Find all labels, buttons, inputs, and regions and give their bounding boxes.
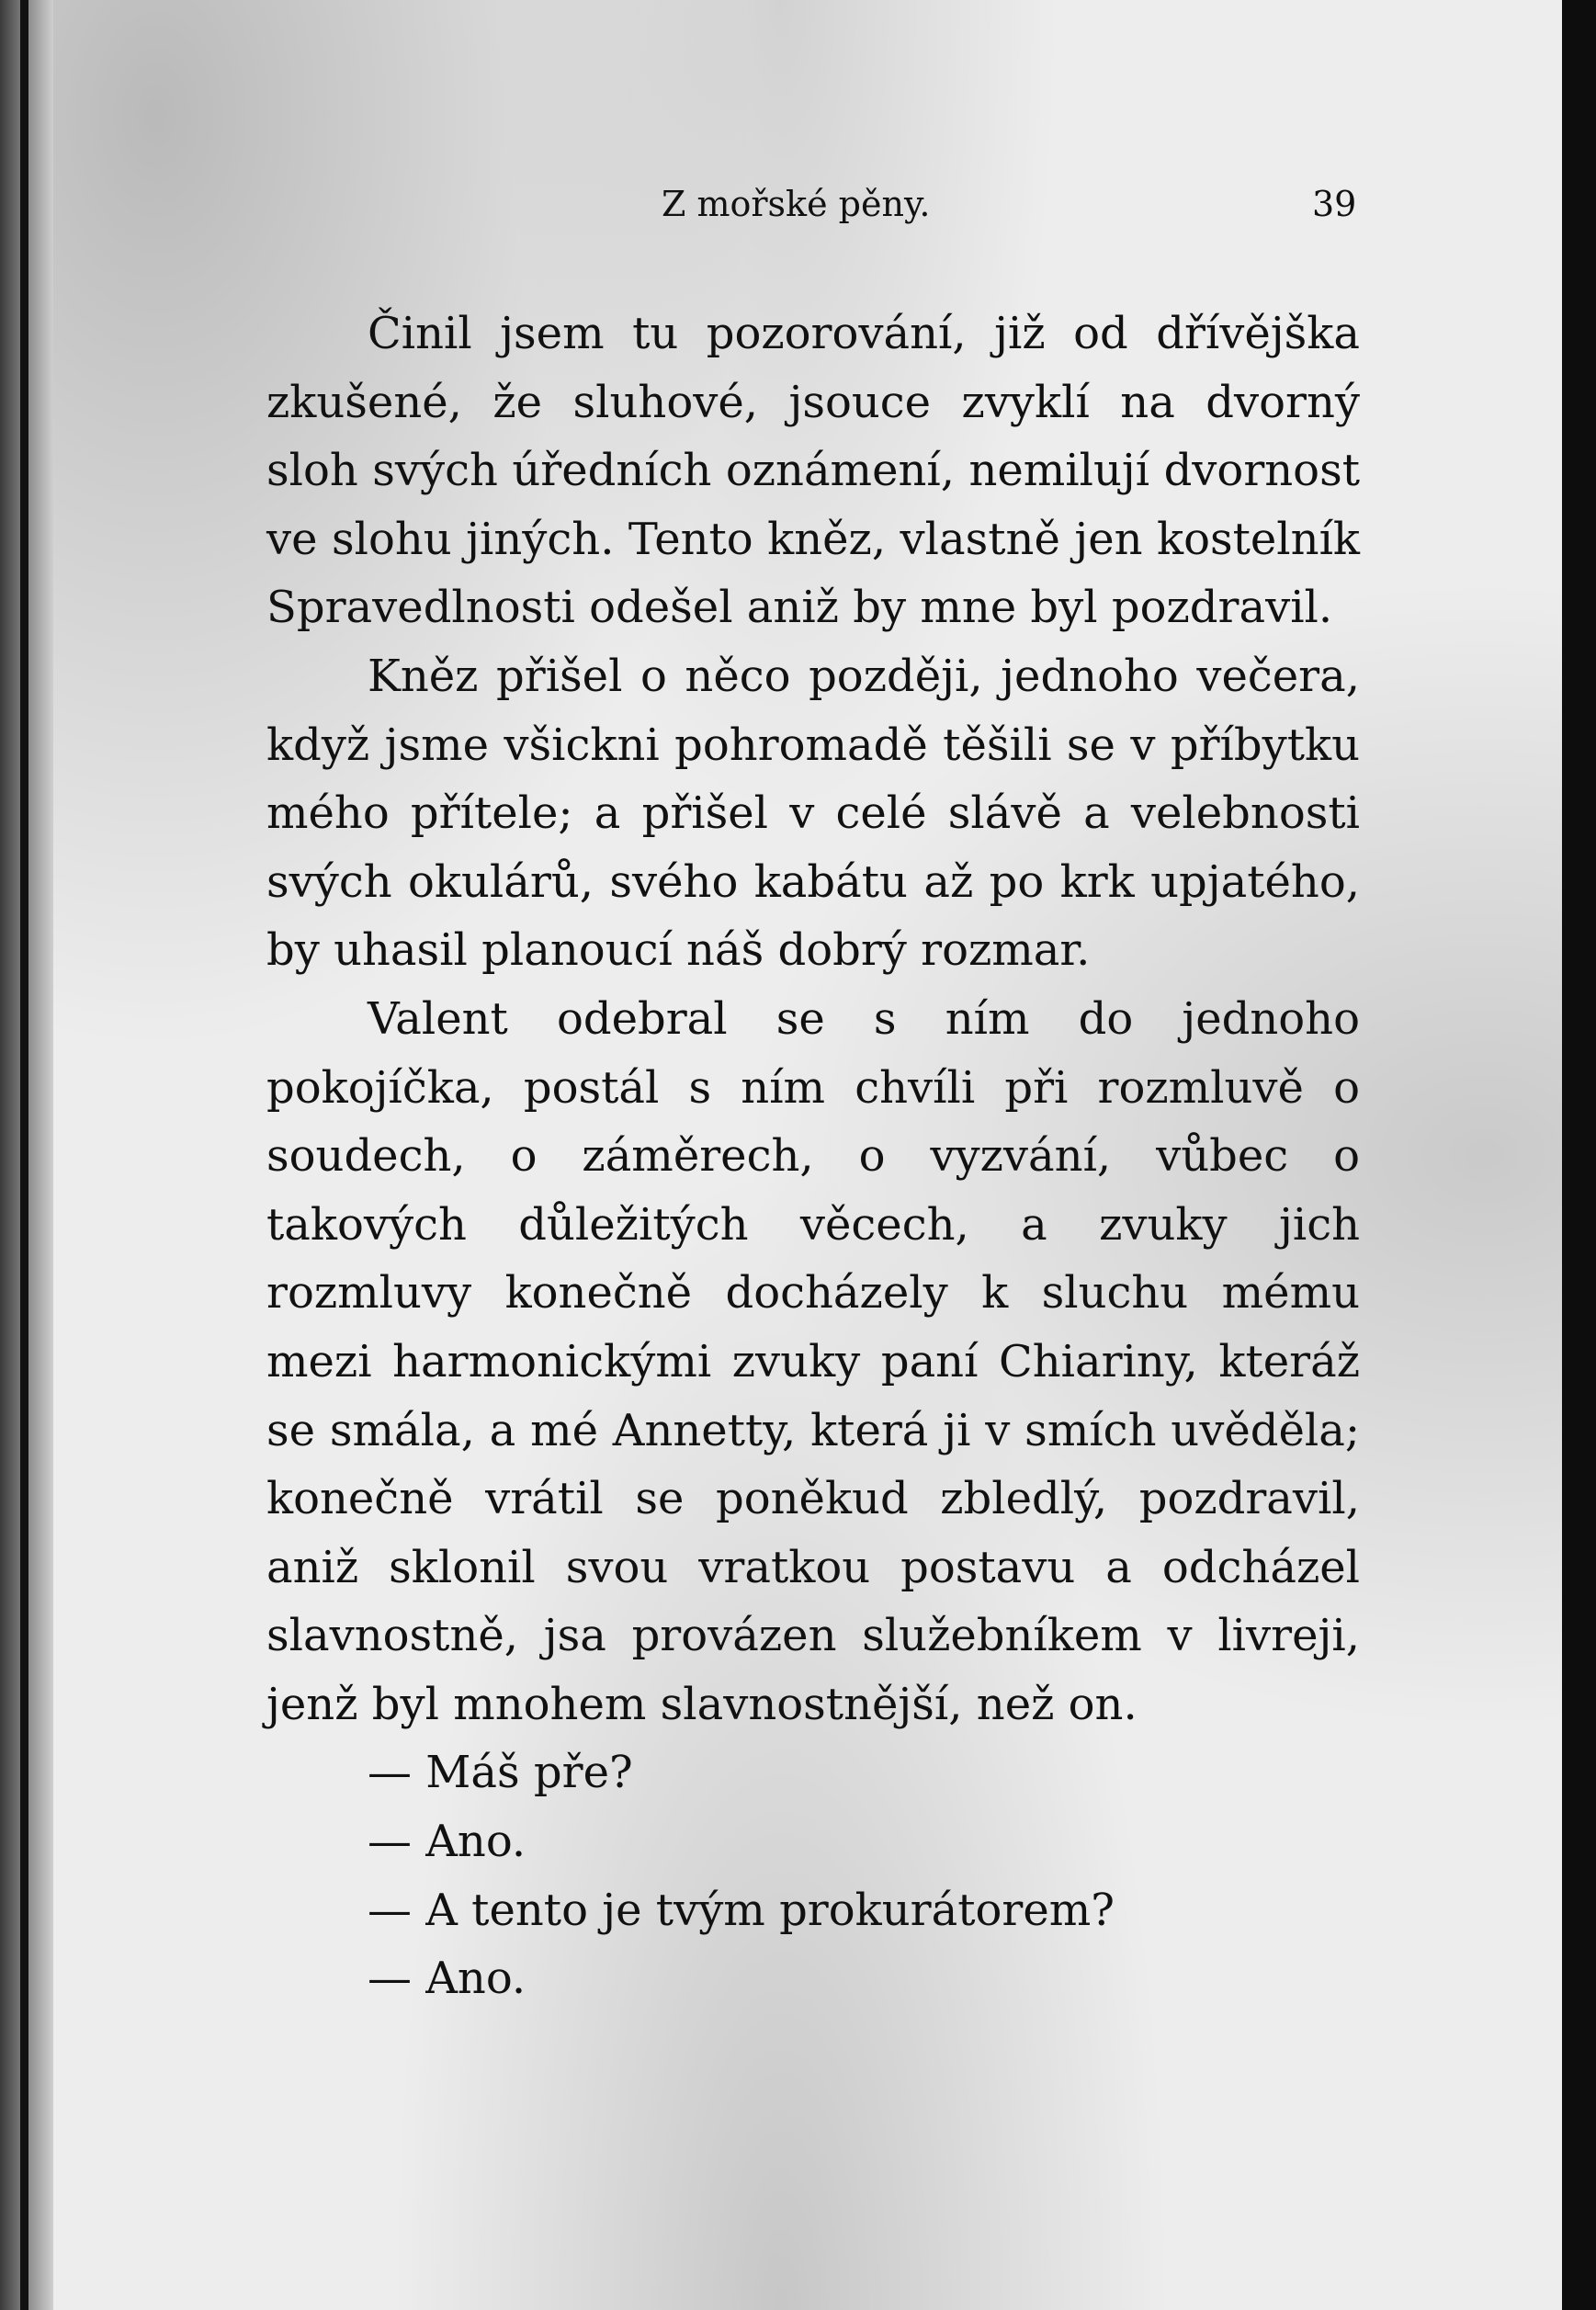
dialogue-line-3: — A tento je tvým prokurátorem?	[368, 1884, 1115, 1936]
paragraph-1: Činil jsem tu pozorování, již od dřívějška zkušené, že sluhové, jsouce zvyklí na dvorný sloh svých úředních oznámení, nemilují dvornost ve slohu jiných. Tento kněz, vlastně jen kostelník Spravedlnosti odešel aniž by mne byl pozdravil.	[266, 308, 1360, 634]
paragraph-2: Kněz přišel o něco později, jednoho večera, když jsme všickni pohromadě těšili se v příbytku mého přítele; a přišel v celé slávě a velebnosti svých okulárů, svého kabátu až po krk upjatého, by uhasil planoucí náš dobrý rozmar.	[266, 650, 1360, 977]
dialogue-line-1: — Máš pře?	[368, 1747, 633, 1799]
page-number: 39	[1312, 184, 1357, 224]
book-spine-shadow	[0, 0, 53, 2310]
body-text	[266, 300, 1360, 2013]
dialogue-line-2: — Ano.	[368, 1816, 526, 1868]
paragraph-3: Valent odebral se s ním do jednoho pokojíčka, postál s ním chvíli při rozmluvě o soudech, o záměrech, o vyzvání, vůbec o takových důležitých věcech, a zvuky jich rozmluvy konečně docházely k sluchu mému mezi harmonickými zvuky paní Chiariny, kteráž se smála, a mé Annetty, která ji v smích uvěděla; konečně vrátil se poněkud zbledlý, pozdravil, aniž sklonil svou vratkou postavu a odcházel slavnostně, jsa provázen služebníkem v livreji, jenž byl mnohem slavnostnější, než on.	[266, 992, 1360, 1730]
scan-edge	[1562, 0, 1596, 2310]
running-head-title: Z mořské pěny.	[662, 184, 931, 224]
binding-line	[20, 0, 28, 2310]
dialogue-line-4: — Ano.	[368, 1953, 526, 2005]
